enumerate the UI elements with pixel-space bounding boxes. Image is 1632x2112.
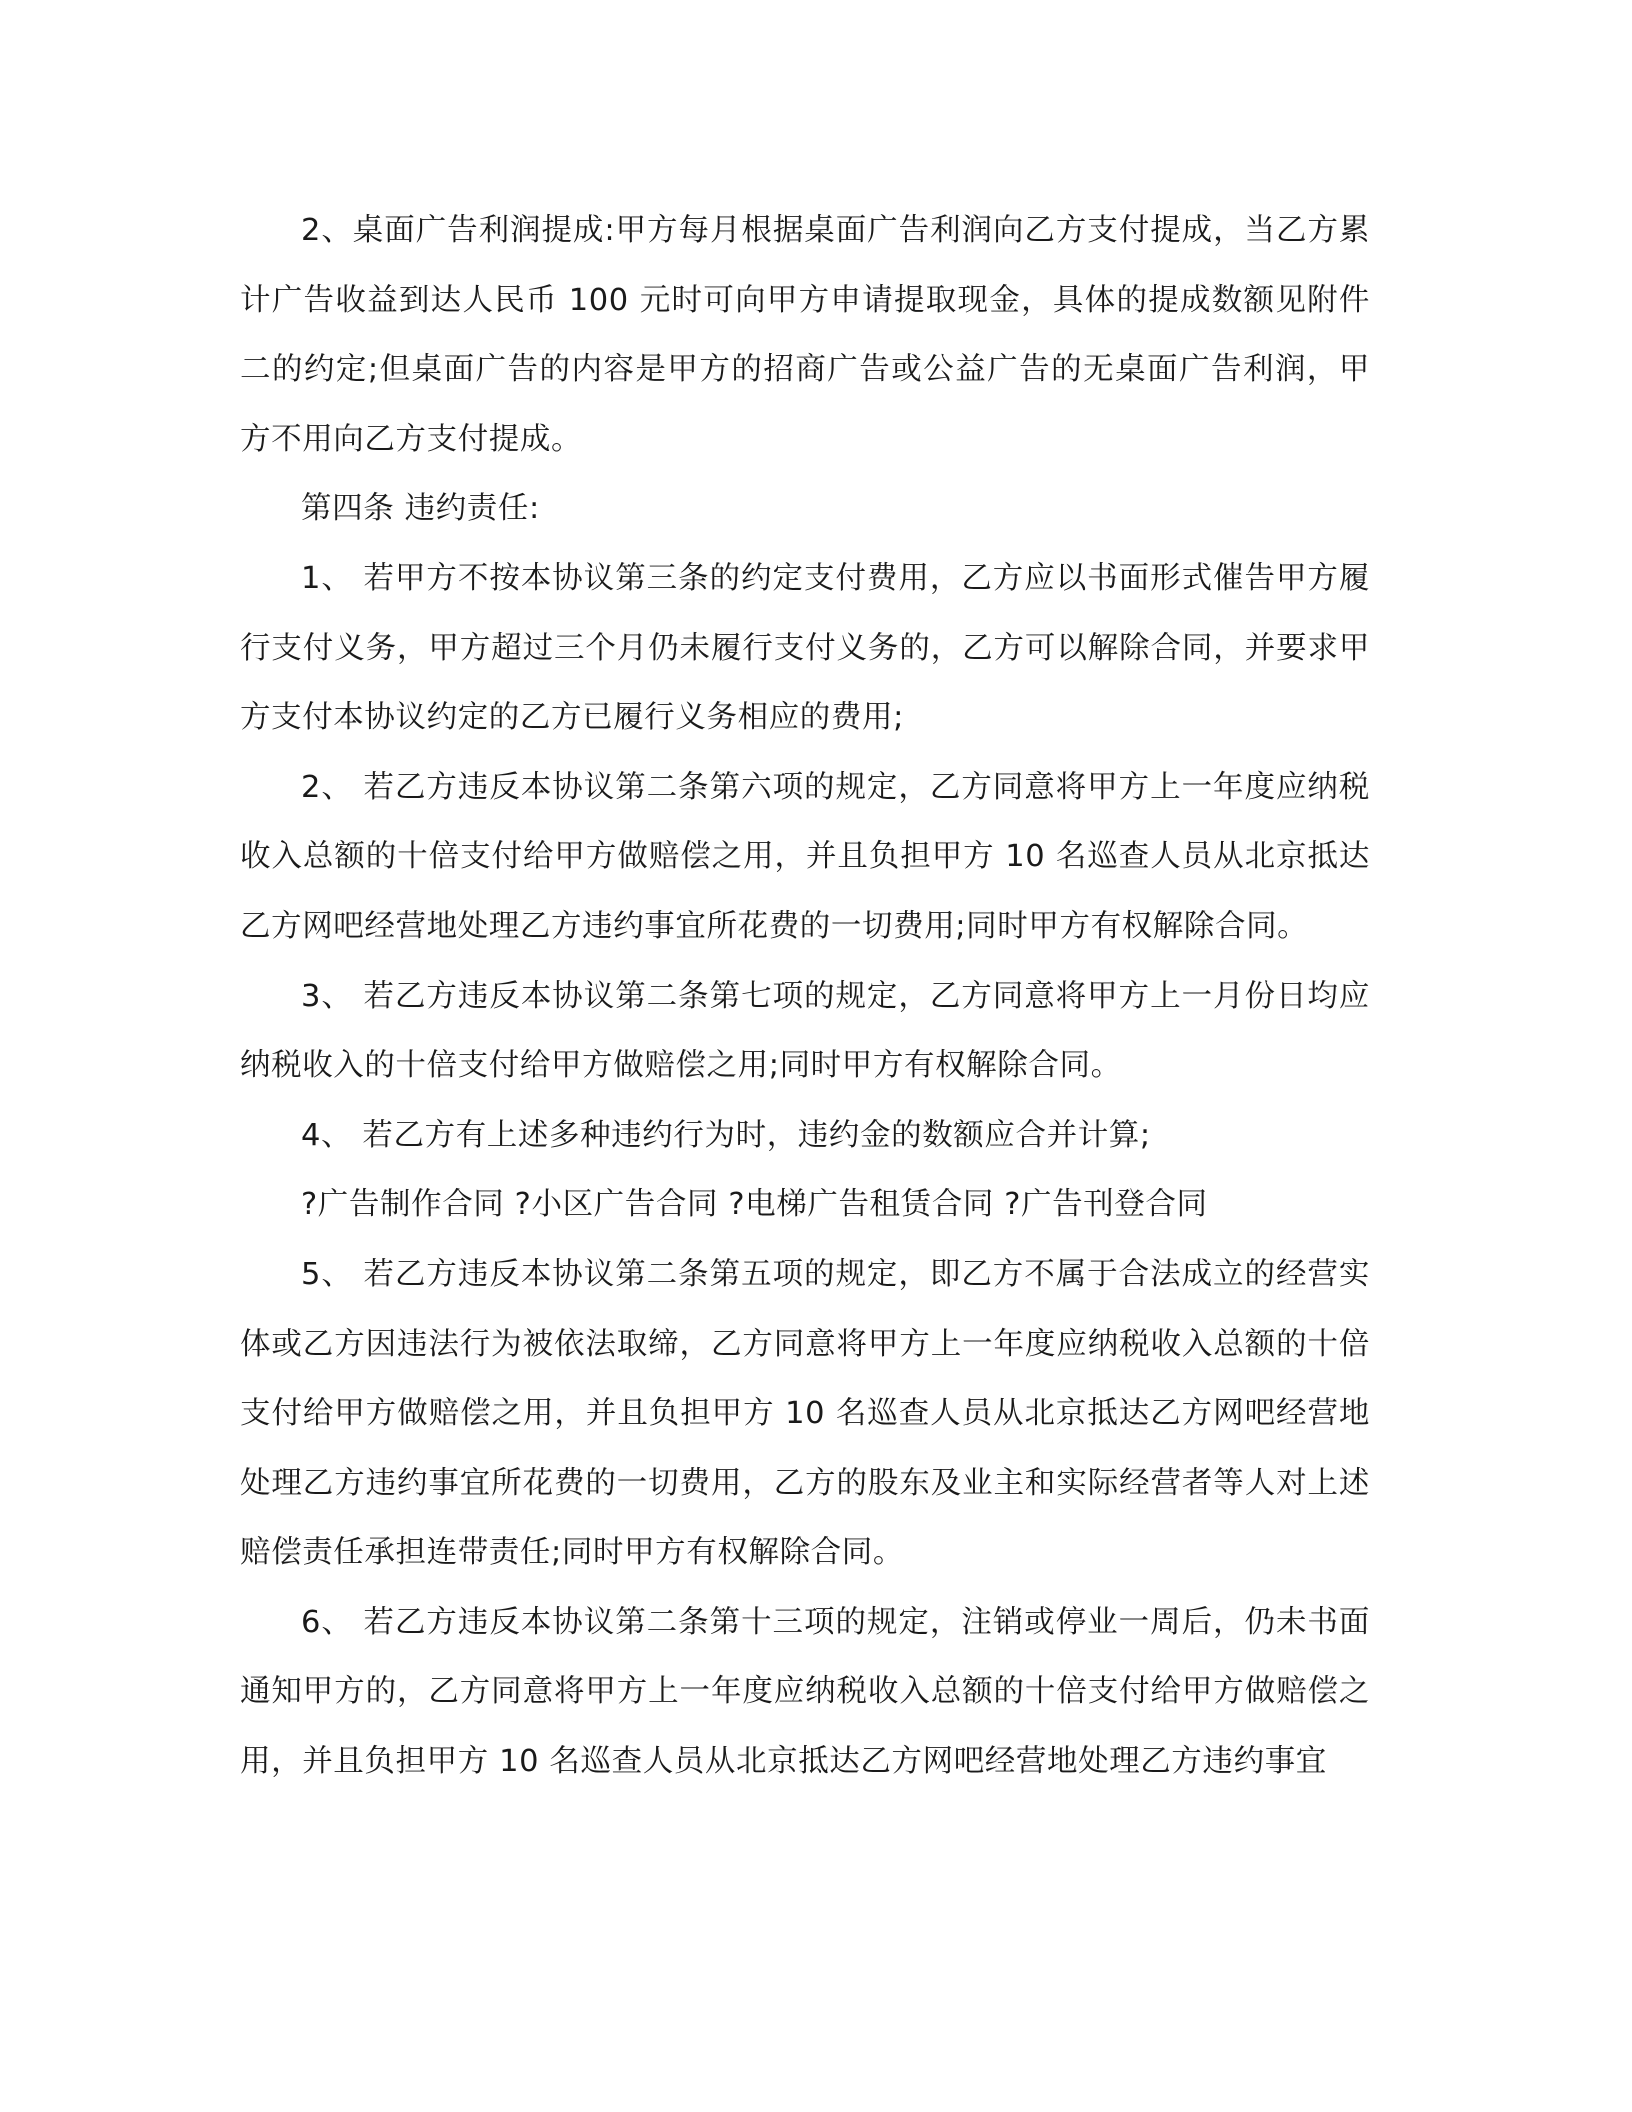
paragraph-clause-1: 1、 若甲方不按本协议第三条的约定支付费用，乙方应以书面形式催告甲方履行支付义务，甲方超过三个月仍未履行支付义务的，乙方可以解除合同，并要求甲方支付本协议约定的乙方已履行义务相应的费用; (240, 560, 1370, 736)
paragraph-clause-4: 4、 若乙方有上述多种违约行为时，违约金的数额应合并计算; (301, 1117, 1151, 1153)
related-contract-links: ?广告制作合同 ?小区广告合同 ?电梯广告租赁合同 ?广告刊登合同 (301, 1187, 1208, 1223)
section-heading-breach-liability: 第四条 违约责任: (301, 491, 540, 527)
document-body (240, 196, 1370, 1797)
paragraph-clause-2: 2、 若乙方违反本协议第二条第六项的规定，乙方同意将甲方上一年度应纳税收入总额的十倍支付给甲方做赔偿之用，并且负担甲方 10 名巡查人员从北京抵达乙方网吧经营地处理乙方违约事宜所花费的一切费用;同时甲方有权解除合同。 (240, 769, 1370, 944)
paragraph-desktop-ad-commission: 2、桌面广告利润提成:甲方每月根据桌面广告利润向乙方支付提成，当乙方累计广告收益到达人民币 100 元时可向甲方申请提取现金，具体的提成数额见附件二的约定;但桌面广告的内容是甲方的招商广告或公益广告的无桌面广告利润，甲方不用向乙方支付提成。 (240, 213, 1370, 457)
paragraph-clause-5: 5、 若乙方违反本协议第二条第五项的规定，即乙方不属于合法成立的经营实体或乙方因违法行为被依法取缔，乙方同意将甲方上一年度应纳税收入总额的十倍支付给甲方做赔偿之用，并且负担甲方 10 名巡查人员从北京抵达乙方网吧经营地处理乙方违约事宜所花费的一切费用，乙方的股东及业主和实际经营者等人对上述赔偿责任承担连带责任;同时甲方有权解除合同。 (240, 1256, 1370, 1571)
paragraph-clause-3: 3、 若乙方违反本协议第二条第七项的规定，乙方同意将甲方上一月份日均应纳税收入的十倍支付给甲方做赔偿之用;同时甲方有权解除合同。 (240, 978, 1370, 1084)
paragraph-clause-6: 6、 若乙方违反本协议第二条第十三项的规定，注销或停业一周后，仍未书面通知甲方的，乙方同意将甲方上一年度应纳税收入总额的十倍支付给甲方做赔偿之用，并且负担甲方 10 名巡查人员从北京抵达乙方网吧经营地处理乙方违约事宜 (240, 1604, 1370, 1780)
